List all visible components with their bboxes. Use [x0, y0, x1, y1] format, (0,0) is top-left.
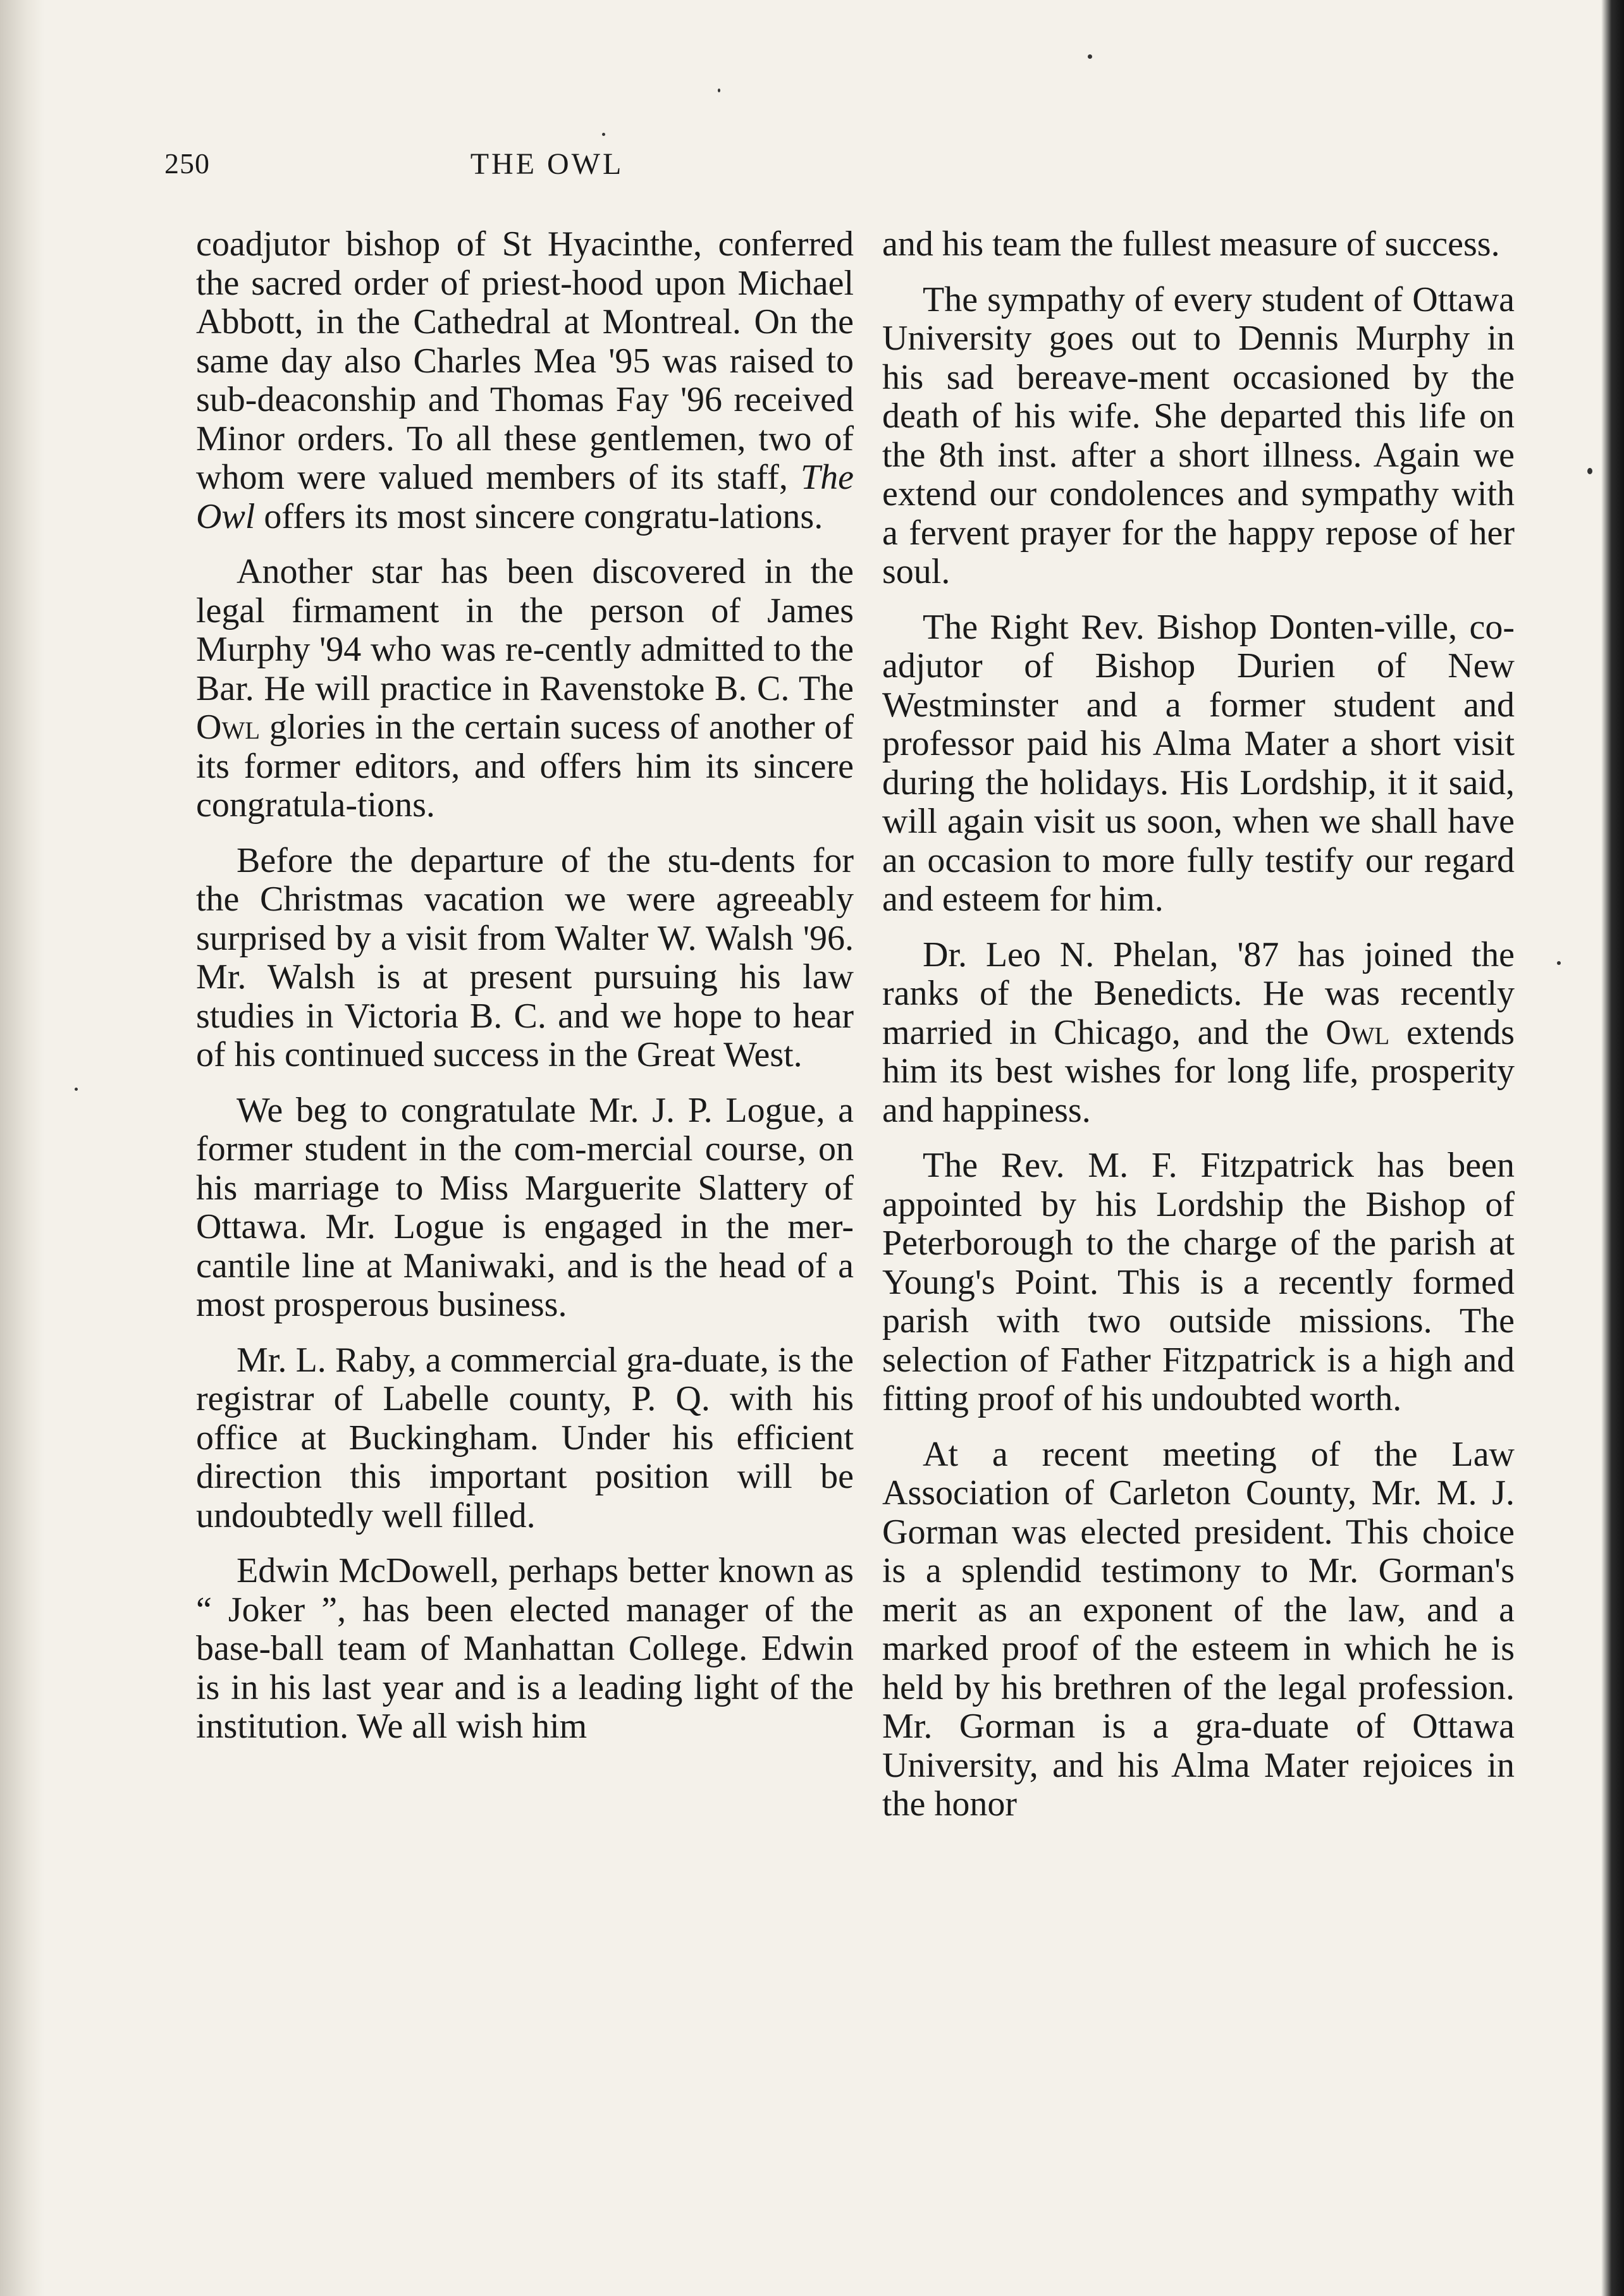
scan-speck — [1088, 54, 1092, 59]
paragraph-james-murphy: Another star has been discovered in the legal firmament in the person of James Murphy '94 who was re-cently admitted to the Bar. He will practice in Ravenstoke B. C. The Owl glories in the certain sucess of another of its former editors, and offers him its sincere congratula-tions. — [196, 552, 854, 825]
paragraph-raby: Mr. L. Raby, a commercial gra-duate, is the registrar of Labelle county, P. Q. with his office at Buckingham. Under his efficient direction this important position will be undoubtedly well filled. — [196, 1340, 854, 1535]
scan-speck — [602, 133, 605, 136]
paragraph-dennis-murphy: The sympathy of every student of Ottawa University goes out to Dennis Murphy in his sad bereave-ment occasioned by the death of his wife. She departed this life on the 8th inst. after a short illness. Again we extend our condolences and sympathy with a fervent prayer for the happy repose of her soul. — [882, 279, 1515, 591]
paragraph-dontenville: The Right Rev. Bishop Donten-ville, co-adjutor of Bishop Durien of New Westminster and a former student and professor paid his Alma Mater a short visit during the holidays. His Lordship, it it said, will again visit us soon, when we shall have an occasion to more fully testify our regard and esteem for him. — [882, 607, 1515, 919]
page-number: 250 — [164, 147, 210, 180]
owl-small-caps: Owl — [196, 708, 261, 747]
owl-title-italic: The Owl — [196, 458, 854, 536]
right-column — [882, 225, 1515, 1841]
scan-speck — [1587, 468, 1592, 474]
scan-left-edge — [0, 0, 44, 2296]
page-header — [164, 147, 930, 191]
scan-right-edge — [1601, 0, 1624, 2296]
paragraph-phelan: Dr. Leo N. Phelan, '87 has joined the ranks of the Benedicts. He was recently married in Chicago, and the Owl extends him its best wishes for long life, prosperity and happiness. — [882, 935, 1515, 1130]
paragraph-gorman: At a recent meeting of the Law Association of Carleton County, Mr. M. J. Gorman was elected president. This choice is a splendid testimony to Mr. Gorman's merit as an exponent of the law, and a marked proof of the esteem in which he is held by his brethren of the legal profession. Mr. Gorman is a gra-duate of Ottawa University, and his Alma Mater rejoices in the honor — [882, 1434, 1515, 1824]
scan-speck — [1557, 961, 1561, 965]
paragraph-walter-walsh: Before the departure of the stu-dents for the Christmas vacation we were agreeably surprised by a visit from Walter W. Walsh '96. Mr. Walsh is at present pursuing his law studies in Victoria B. C. and we hope to hear of his continued success in the Great West. — [196, 840, 854, 1074]
scan-speck — [718, 89, 720, 92]
paragraph-mcdowell: Edwin McDowell, perhaps better known as “ Joker ”, has been elected manager of the base-ball team of Manhattan College. Edwin is in his last year and is a leading light of the institution. We all wish him — [196, 1551, 854, 1746]
running-title: THE OWL — [470, 147, 624, 181]
paragraph-mcdowell-cont: and his team the fullest measure of success. — [882, 224, 1500, 264]
scan-speck — [75, 1088, 78, 1091]
paragraph-ordination-cont: coadjutor bishop of St Hyacinthe, conferred the sacred order of priest-hood upon Michael Abbott, in the Cathedral at Montreal. On the same day also Charles Mea '95 was raised to sub-deaconship and Thomas Fay '96 received Minor orders. To all these gentlemen, two of whom were valued members of its staff, The Owl offers its most sincere congratu-lations. — [196, 224, 854, 536]
left-column — [196, 225, 854, 1763]
owl-small-caps: Owl — [1326, 1012, 1390, 1052]
paragraph-fitzpatrick: The Rev. M. F. Fitzpatrick has been appointed by his Lordship the Bishop of Peterborough to the charge of the parish at Young's Point. This is a recently formed parish with two outside missions. The selection of Father Fitzpatrick is a high and fitting proof of his undoubted worth. — [882, 1146, 1515, 1418]
paragraph-logue: We beg to congratulate Mr. J. P. Logue, a former student in the com-mercial course, on his marriage to Miss Marguerite Slattery of Ottawa. Mr. Logue is engaged in the mer-cantile line at Maniwaki, and is the head of a most prosperous business. — [196, 1090, 854, 1324]
